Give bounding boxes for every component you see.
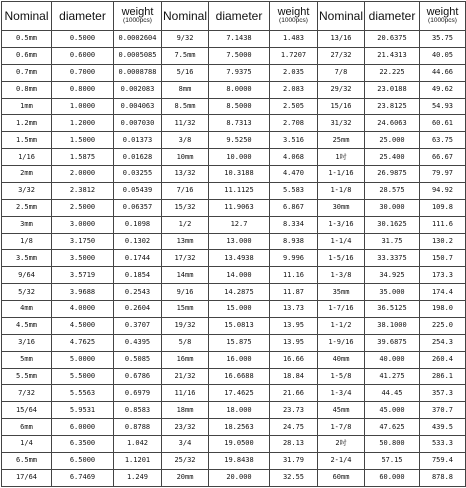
weight-cell: 2.708	[270, 115, 318, 132]
diameter-cell: 20.000	[209, 469, 270, 486]
weight-cell: 0.1744	[114, 250, 162, 267]
table-row	[2, 216, 466, 233]
nominal-cell: 7/8	[318, 64, 365, 81]
diameter-cell: 4.5000	[52, 317, 114, 334]
table-row	[2, 351, 466, 368]
weight-cell: 0.8788	[114, 419, 162, 436]
table-row	[2, 166, 466, 183]
diameter-cell: 60.000	[365, 469, 420, 486]
diameter-cell: 23.8125	[365, 98, 420, 115]
header-diameter: diameter	[209, 2, 270, 31]
nominal-cell: 1-1/16	[318, 166, 365, 183]
nominal-cell: 1/16	[2, 149, 52, 166]
nominal-cell: 1-7/8	[318, 419, 365, 436]
diameter-cell: 8.5000	[209, 98, 270, 115]
diameter-cell: 31.75	[365, 233, 420, 250]
nominal-cell: 7.5mm	[162, 47, 209, 64]
weight-cell: 0.1854	[114, 267, 162, 284]
weight-cell: 0.2604	[114, 301, 162, 318]
weight-cell: 0.6786	[114, 368, 162, 385]
diameter-cell: 9.5250	[209, 132, 270, 149]
weight-cell: 0.3707	[114, 317, 162, 334]
diameter-cell: 2.3812	[52, 182, 114, 199]
table-row	[2, 301, 466, 318]
diameter-cell: 5.0000	[52, 351, 114, 368]
nominal-cell: 20mm	[162, 469, 209, 486]
weight-cell: 54.93	[420, 98, 466, 115]
diameter-cell: 10.3188	[209, 166, 270, 183]
nominal-cell: 13mm	[162, 233, 209, 250]
diameter-cell: 1.2000	[52, 115, 114, 132]
weight-cell: 66.67	[420, 149, 466, 166]
header-diameter: diameter	[52, 2, 114, 31]
diameter-cell: 6.3500	[52, 436, 114, 453]
weight-cell: 0.01628	[114, 149, 162, 166]
diameter-cell: 0.5000	[52, 31, 114, 48]
nominal-cell: 0.5mm	[2, 31, 52, 48]
weight-cell: 8.938	[270, 233, 318, 250]
diameter-cell: 11.9063	[209, 199, 270, 216]
nominal-cell: 5/16	[162, 64, 209, 81]
weight-cell: 94.92	[420, 182, 466, 199]
table-row	[2, 250, 466, 267]
weight-cell: 32.55	[270, 469, 318, 486]
weight-cell: 0.0008788	[114, 64, 162, 81]
weight-cell: 13.95	[270, 317, 318, 334]
nominal-cell: 19/32	[162, 317, 209, 334]
weight-cell: 0.03255	[114, 166, 162, 183]
diameter-cell: 19.0500	[209, 436, 270, 453]
weight-cell: 11.16	[270, 267, 318, 284]
nominal-cell: 27/32	[318, 47, 365, 64]
nominal-cell: 3/16	[2, 334, 52, 351]
diameter-cell: 19.8438	[209, 452, 270, 469]
diameter-cell: 7.1438	[209, 31, 270, 48]
diameter-cell: 16.6688	[209, 368, 270, 385]
nominal-cell: 2.5mm	[2, 199, 52, 216]
diameter-cell: 39.6875	[365, 334, 420, 351]
diameter-cell: 20.6375	[365, 31, 420, 48]
nominal-cell: 8.5mm	[162, 98, 209, 115]
diameter-cell: 0.8000	[52, 81, 114, 98]
nominal-cell: 14mm	[162, 267, 209, 284]
header-weight-label: weight	[277, 5, 310, 18]
weight-cell: 16.66	[270, 351, 318, 368]
weight-cell: 109.8	[420, 199, 466, 216]
diameter-cell: 5.5000	[52, 368, 114, 385]
weight-cell: 13.73	[270, 301, 318, 318]
diameter-cell: 47.625	[365, 419, 420, 436]
nominal-cell: 29/32	[318, 81, 365, 98]
diameter-cell: 26.9875	[365, 166, 420, 183]
nominal-cell: 13/32	[162, 166, 209, 183]
nominal-cell: 9/32	[162, 31, 209, 48]
nominal-cell: 1吋	[318, 149, 365, 166]
weight-cell: 533.3	[420, 436, 466, 453]
diameter-cell: 3.0000	[52, 216, 114, 233]
weight-cell: 13.95	[270, 334, 318, 351]
diameter-cell: 18.000	[209, 402, 270, 419]
diameter-cell: 33.3375	[365, 250, 420, 267]
table-body	[2, 31, 466, 487]
diameter-cell: 1.0000	[52, 98, 114, 115]
header-weight-unit: (1000pcs)	[123, 17, 152, 25]
nominal-cell: 16mm	[162, 351, 209, 368]
diameter-cell: 24.6063	[365, 115, 420, 132]
weight-cell: 60.61	[420, 115, 466, 132]
weight-cell: 79.97	[420, 166, 466, 183]
weight-cell: 130.2	[420, 233, 466, 250]
weight-cell: 150.7	[420, 250, 466, 267]
nominal-cell: 1/8	[2, 233, 52, 250]
weight-cell: 18.84	[270, 368, 318, 385]
diameter-cell: 22.225	[365, 64, 420, 81]
nominal-cell: 17/64	[2, 469, 52, 486]
header-weight-unit: (1000pcs)	[279, 17, 308, 25]
nominal-cell: 7/32	[2, 385, 52, 402]
weight-cell: 1.7207	[270, 47, 318, 64]
diameter-cell: 30.1625	[365, 216, 420, 233]
weight-cell: 2.505	[270, 98, 318, 115]
weight-cell: 9.996	[270, 250, 318, 267]
weight-cell: 44.66	[420, 64, 466, 81]
weight-cell: 0.6979	[114, 385, 162, 402]
weight-cell: 28.13	[270, 436, 318, 453]
weight-cell: 0.8583	[114, 402, 162, 419]
nominal-cell: 21/32	[162, 368, 209, 385]
weight-cell: 0.004063	[114, 98, 162, 115]
nominal-cell: 3/8	[162, 132, 209, 149]
weight-cell: 0.0005085	[114, 47, 162, 64]
weight-cell: 198.0	[420, 301, 466, 318]
diameter-cell: 5.5563	[52, 385, 114, 402]
nominal-cell: 1-1/2	[318, 317, 365, 334]
nominal-cell: 1-3/4	[318, 385, 365, 402]
nominal-cell: 1/4	[2, 436, 52, 453]
diameter-cell: 7.5000	[209, 47, 270, 64]
table-row	[2, 31, 466, 48]
weight-cell: 439.5	[420, 419, 466, 436]
diameter-cell: 23.0188	[365, 81, 420, 98]
weight-cell: 5.583	[270, 182, 318, 199]
nominal-cell: 2吋	[318, 436, 365, 453]
diameter-cell: 3.5000	[52, 250, 114, 267]
nominal-cell: 60mm	[318, 469, 365, 486]
nominal-cell: 1-9/16	[318, 334, 365, 351]
nominal-cell: 18mm	[162, 402, 209, 419]
header-nominal: Nominal	[162, 2, 209, 31]
table-row	[2, 182, 466, 199]
table-row	[2, 368, 466, 385]
nominal-cell: 1-1/4	[318, 233, 365, 250]
weight-cell: 0.007030	[114, 115, 162, 132]
table-row	[2, 115, 466, 132]
weight-cell: 260.4	[420, 351, 466, 368]
diameter-cell: 13.000	[209, 233, 270, 250]
header-diameter: diameter	[365, 2, 420, 31]
nominal-cell: 15/16	[318, 98, 365, 115]
diameter-cell: 15.000	[209, 301, 270, 318]
weight-cell: 878.8	[420, 469, 466, 486]
diameter-cell: 6.0000	[52, 419, 114, 436]
nominal-cell: 3/4	[162, 436, 209, 453]
diameter-cell: 35.000	[365, 284, 420, 301]
weight-cell: 23.73	[270, 402, 318, 419]
weight-cell: 1.483	[270, 31, 318, 48]
diameter-cell: 1.5000	[52, 132, 114, 149]
table-row	[2, 199, 466, 216]
diameter-cell: 18.2563	[209, 419, 270, 436]
diameter-cell: 8.0000	[209, 81, 270, 98]
diameter-cell: 41.275	[365, 368, 420, 385]
weight-cell: 225.0	[420, 317, 466, 334]
nominal-cell: 0.6mm	[2, 47, 52, 64]
weight-cell: 174.4	[420, 284, 466, 301]
weight-cell: 0.2543	[114, 284, 162, 301]
weight-cell: 24.75	[270, 419, 318, 436]
diameter-cell: 13.4938	[209, 250, 270, 267]
table-row	[2, 149, 466, 166]
table-row	[2, 132, 466, 149]
diameter-cell: 3.1750	[52, 233, 114, 250]
weight-cell: 35.75	[420, 31, 466, 48]
diameter-cell: 38.1000	[365, 317, 420, 334]
weight-cell: 111.6	[420, 216, 466, 233]
nominal-cell: 8mm	[162, 81, 209, 98]
nominal-cell: 11/16	[162, 385, 209, 402]
header-nominal: Nominal	[2, 2, 52, 31]
nominal-cell: 1-3/8	[318, 267, 365, 284]
diameter-cell: 17.4625	[209, 385, 270, 402]
weight-cell: 3.516	[270, 132, 318, 149]
nominal-cell: 45mm	[318, 402, 365, 419]
nominal-cell: 40mm	[318, 351, 365, 368]
nominal-cell: 15/32	[162, 199, 209, 216]
nominal-cell: 6.5mm	[2, 452, 52, 469]
weight-cell: 254.3	[420, 334, 466, 351]
nominal-cell: 1-7/16	[318, 301, 365, 318]
weight-cell: 0.01373	[114, 132, 162, 149]
weight-cell: 0.002083	[114, 81, 162, 98]
weight-cell: 0.4395	[114, 334, 162, 351]
table-row	[2, 452, 466, 469]
table-row	[2, 317, 466, 334]
weight-cell: 63.75	[420, 132, 466, 149]
table-row	[2, 334, 466, 351]
diameter-cell: 30.000	[365, 199, 420, 216]
nominal-cell: 1-1/8	[318, 182, 365, 199]
diameter-cell: 57.15	[365, 452, 420, 469]
weight-cell: 759.4	[420, 452, 466, 469]
weight-cell: 4.470	[270, 166, 318, 183]
ball-size-weight-table	[1, 1, 466, 487]
diameter-cell: 6.7469	[52, 469, 114, 486]
diameter-cell: 11.1125	[209, 182, 270, 199]
diameter-cell: 14.2875	[209, 284, 270, 301]
diameter-cell: 4.7625	[52, 334, 114, 351]
nominal-cell: 25/32	[162, 452, 209, 469]
weight-cell: 173.3	[420, 267, 466, 284]
diameter-cell: 40.000	[365, 351, 420, 368]
diameter-cell: 15.0813	[209, 317, 270, 334]
weight-cell: 2.035	[270, 64, 318, 81]
diameter-cell: 14.000	[209, 267, 270, 284]
nominal-cell: 23/32	[162, 419, 209, 436]
nominal-cell: 1-5/8	[318, 368, 365, 385]
weight-cell: 0.5085	[114, 351, 162, 368]
nominal-cell: 9/16	[162, 284, 209, 301]
weight-cell: 11.87	[270, 284, 318, 301]
nominal-cell: 1.5mm	[2, 132, 52, 149]
weight-cell: 0.1098	[114, 216, 162, 233]
nominal-cell: 1-3/16	[318, 216, 365, 233]
header-weight	[420, 2, 466, 31]
header-weight-label: weight	[121, 5, 154, 18]
header-weight-label: weight	[426, 5, 459, 18]
weight-cell: 8.334	[270, 216, 318, 233]
weight-cell: 49.62	[420, 81, 466, 98]
weight-cell: 21.66	[270, 385, 318, 402]
header-row	[2, 2, 466, 31]
weight-cell: 31.79	[270, 452, 318, 469]
table-row	[2, 81, 466, 98]
weight-cell: 2.083	[270, 81, 318, 98]
nominal-cell: 2mm	[2, 166, 52, 183]
weight-cell: 0.0002604	[114, 31, 162, 48]
weight-cell: 0.1302	[114, 233, 162, 250]
nominal-cell: 3/32	[2, 182, 52, 199]
diameter-cell: 4.0000	[52, 301, 114, 318]
diameter-cell: 50.800	[365, 436, 420, 453]
nominal-cell: 13/16	[318, 31, 365, 48]
diameter-cell: 34.925	[365, 267, 420, 284]
nominal-cell: 6mm	[2, 419, 52, 436]
nominal-cell: 15/64	[2, 402, 52, 419]
diameter-cell: 21.4313	[365, 47, 420, 64]
header-weight	[270, 2, 318, 31]
diameter-cell: 44.45	[365, 385, 420, 402]
header-weight-unit: (1000pcs)	[428, 17, 457, 25]
nominal-cell: 30mm	[318, 199, 365, 216]
nominal-cell: 1-5/16	[318, 250, 365, 267]
nominal-cell: 4.5mm	[2, 317, 52, 334]
weight-cell: 0.06357	[114, 199, 162, 216]
weight-cell: 1.249	[114, 469, 162, 486]
nominal-cell: 5/32	[2, 284, 52, 301]
nominal-cell: 7/16	[162, 182, 209, 199]
nominal-cell: 1/2	[162, 216, 209, 233]
nominal-cell: 10mm	[162, 149, 209, 166]
diameter-cell: 3.5719	[52, 267, 114, 284]
nominal-cell: 1.2mm	[2, 115, 52, 132]
nominal-cell: 31/32	[318, 115, 365, 132]
table-row	[2, 284, 466, 301]
weight-cell: 370.7	[420, 402, 466, 419]
nominal-cell: 5mm	[2, 351, 52, 368]
diameter-cell: 25.000	[365, 132, 420, 149]
diameter-cell: 15.875	[209, 334, 270, 351]
weight-cell: 4.068	[270, 149, 318, 166]
weight-cell: 286.1	[420, 368, 466, 385]
table-row	[2, 267, 466, 284]
nominal-cell: 17/32	[162, 250, 209, 267]
table-row	[2, 402, 466, 419]
diameter-cell: 2.5000	[52, 199, 114, 216]
table-row	[2, 98, 466, 115]
diameter-cell: 7.9375	[209, 64, 270, 81]
table-row	[2, 64, 466, 81]
table-row	[2, 469, 466, 486]
diameter-cell: 10.000	[209, 149, 270, 166]
header-weight	[114, 2, 162, 31]
nominal-cell: 35mm	[318, 284, 365, 301]
diameter-cell: 6.5000	[52, 452, 114, 469]
diameter-cell: 1.5875	[52, 149, 114, 166]
diameter-cell: 0.7000	[52, 64, 114, 81]
diameter-cell: 8.7313	[209, 115, 270, 132]
weight-cell: 0.05439	[114, 182, 162, 199]
nominal-cell: 25mm	[318, 132, 365, 149]
nominal-cell: 0.8mm	[2, 81, 52, 98]
diameter-cell: 16.000	[209, 351, 270, 368]
diameter-cell: 5.9531	[52, 402, 114, 419]
nominal-cell: 9/64	[2, 267, 52, 284]
diameter-cell: 0.6000	[52, 47, 114, 64]
nominal-cell: 15mm	[162, 301, 209, 318]
table-row	[2, 47, 466, 64]
diameter-cell: 3.9688	[52, 284, 114, 301]
weight-cell: 1.042	[114, 436, 162, 453]
diameter-cell: 25.400	[365, 149, 420, 166]
diameter-cell: 12.7	[209, 216, 270, 233]
table-row	[2, 385, 466, 402]
nominal-cell: 2-1/4	[318, 452, 365, 469]
diameter-cell: 45.000	[365, 402, 420, 419]
weight-cell: 6.867	[270, 199, 318, 216]
weight-cell: 1.1201	[114, 452, 162, 469]
table-row	[2, 419, 466, 436]
table-row	[2, 233, 466, 250]
table-row	[2, 436, 466, 453]
nominal-cell: 3.5mm	[2, 250, 52, 267]
weight-cell: 357.3	[420, 385, 466, 402]
diameter-cell: 28.575	[365, 182, 420, 199]
nominal-cell: 4mm	[2, 301, 52, 318]
nominal-cell: 11/32	[162, 115, 209, 132]
diameter-cell: 2.0000	[52, 166, 114, 183]
diameter-cell: 36.5125	[365, 301, 420, 318]
nominal-cell: 1mm	[2, 98, 52, 115]
nominal-cell: 5/8	[162, 334, 209, 351]
nominal-cell: 3mm	[2, 216, 52, 233]
header-nominal: Nominal	[318, 2, 365, 31]
weight-cell: 40.05	[420, 47, 466, 64]
nominal-cell: 0.7mm	[2, 64, 52, 81]
nominal-cell: 5.5mm	[2, 368, 52, 385]
